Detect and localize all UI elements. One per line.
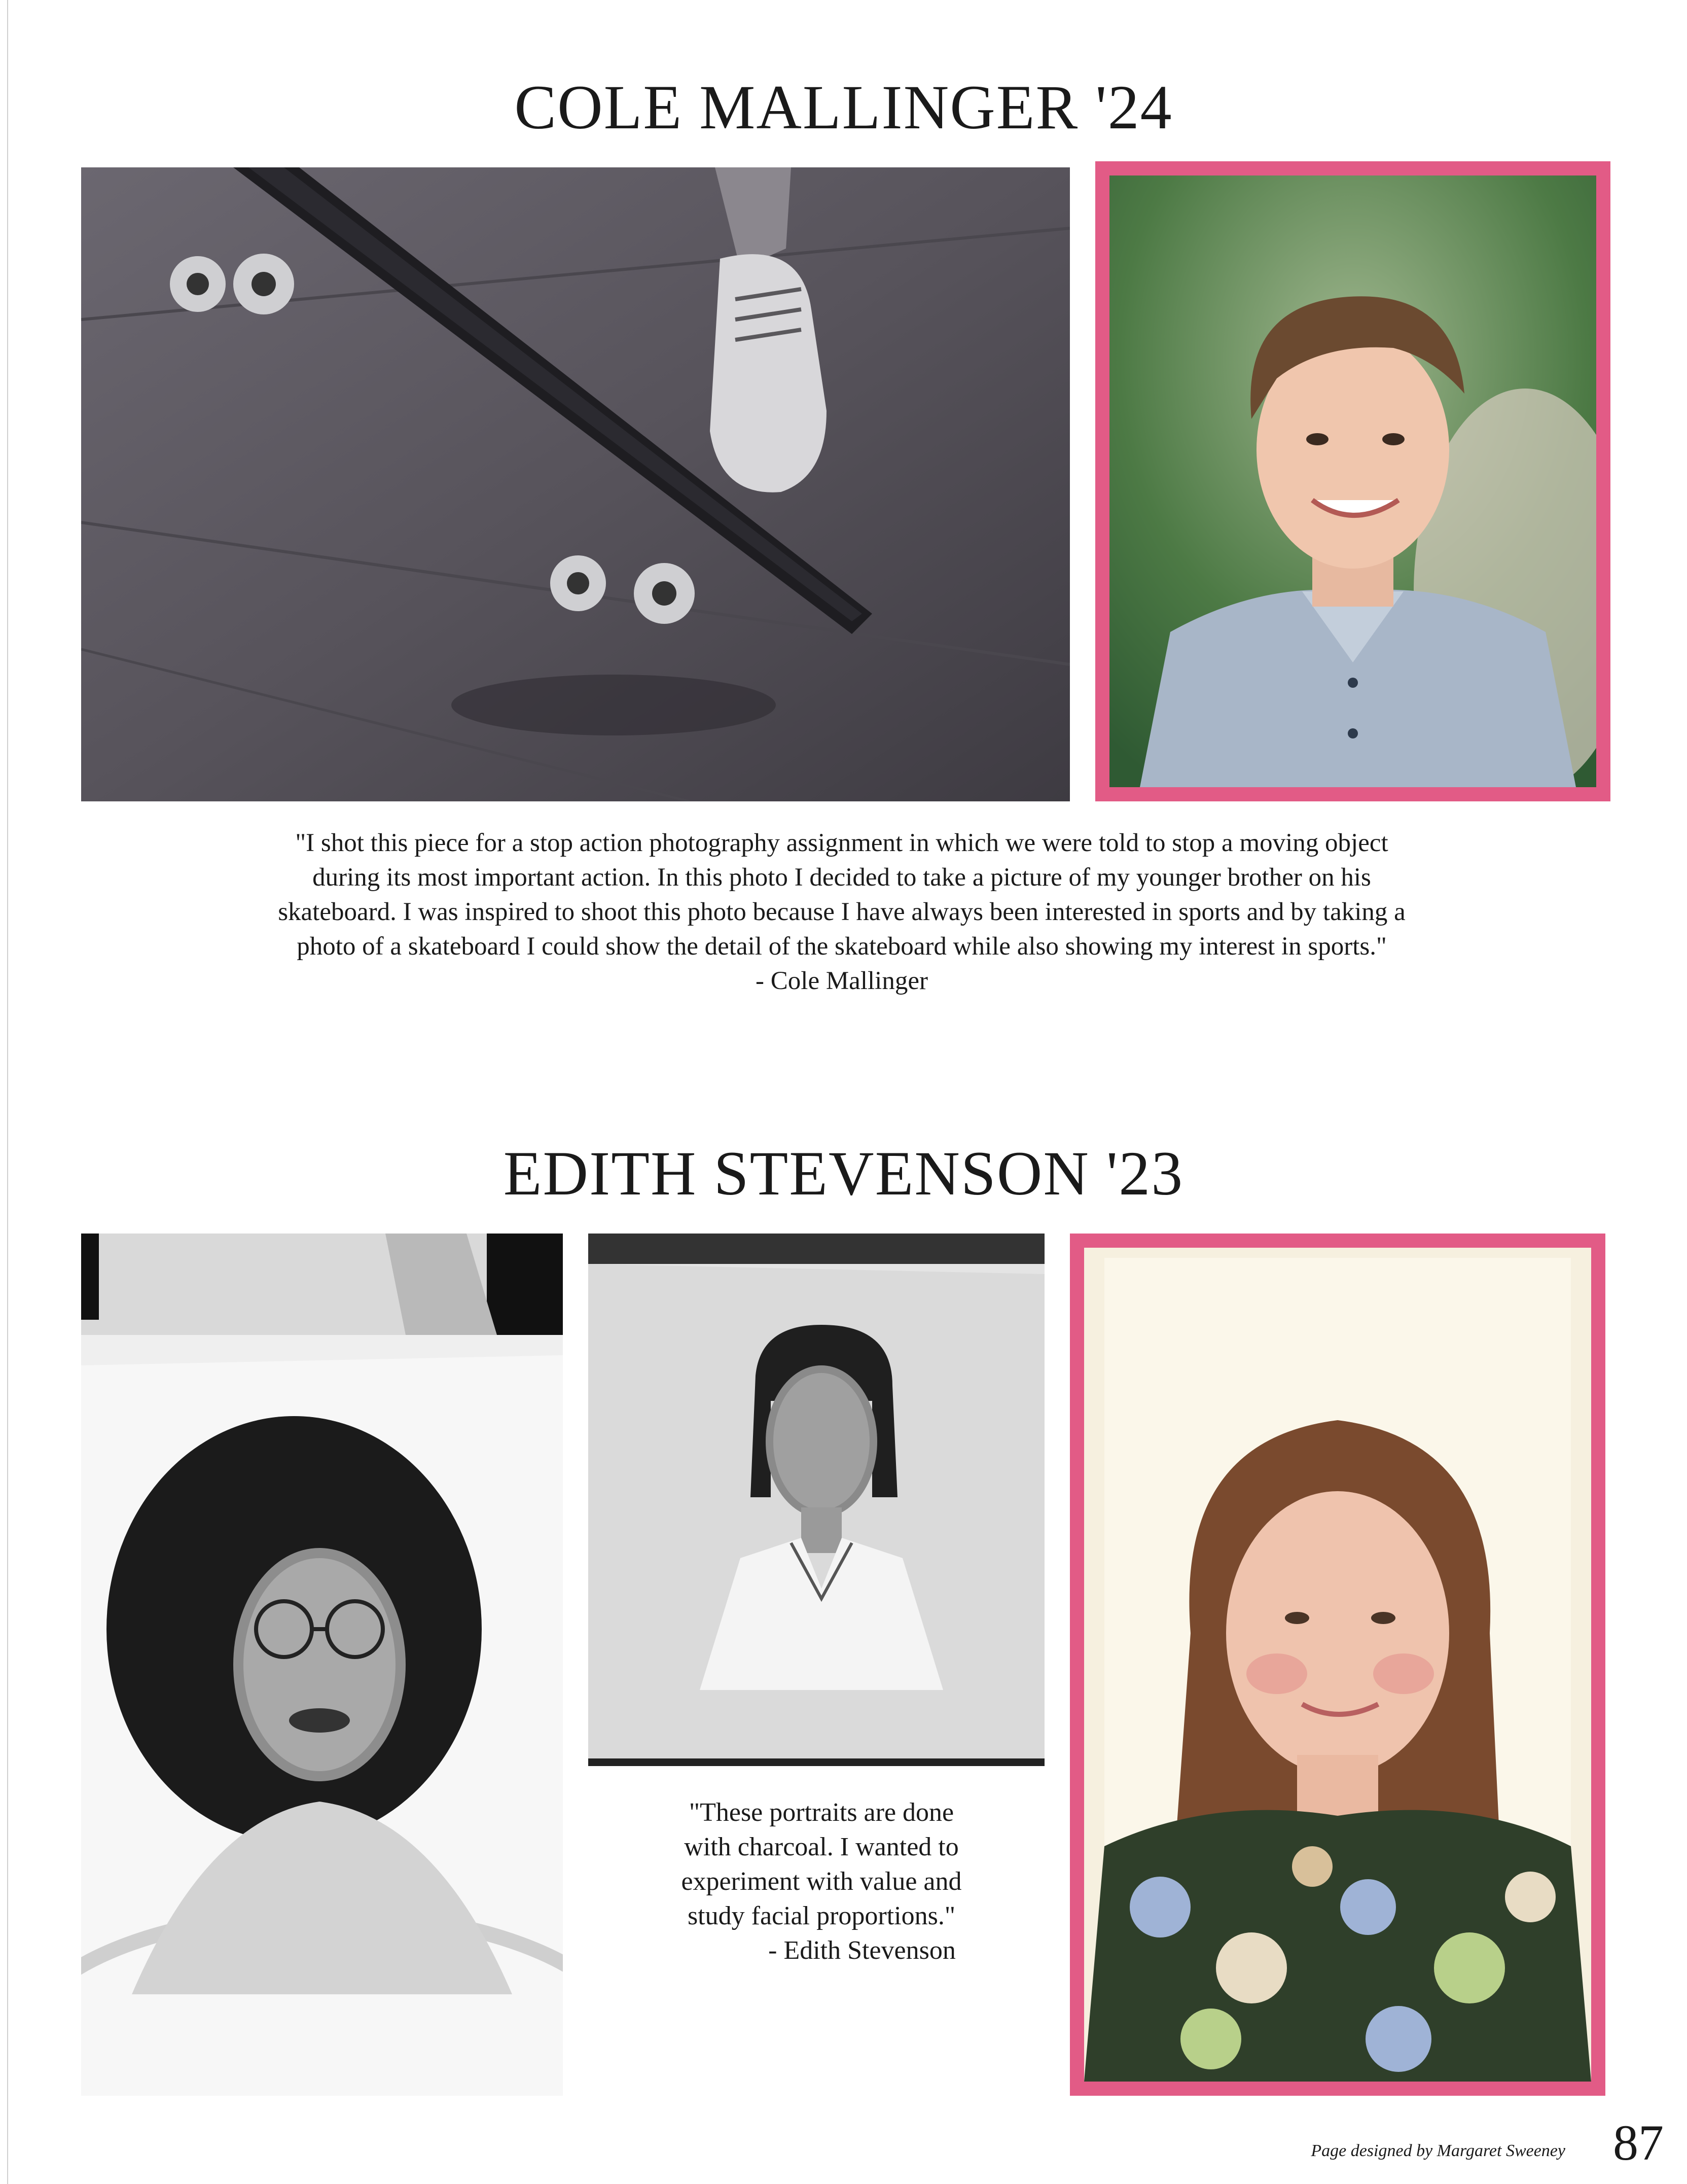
edith-portrait-frame: [1070, 1234, 1605, 2096]
section2-quote-line: "These portraits are done: [689, 1798, 954, 1827]
cole-portrait-photo: [1109, 175, 1596, 787]
section1-quote-line: during its most important action. In this photo I decided to take a picture of my younger brother on his: [312, 863, 1371, 892]
section1-attribution: - Cole Mallinger: [756, 967, 928, 995]
section2-quote-line: with charcoal. I wanted to: [684, 1833, 959, 1861]
section2-quote-line: study facial proportions.": [687, 1901, 956, 1930]
cole-portrait-frame: [1095, 161, 1610, 801]
charcoal-portrait-short-hair: [588, 1234, 1045, 1766]
section2-quote-line: experiment with value and: [681, 1867, 962, 1896]
section1-quote: [81, 826, 1602, 998]
section1-quote-line: photo of a skateboard I could show the detail of the skateboard while also showing my interest in sports.": [297, 932, 1387, 961]
page-credit: Page designed by Margaret Sweeney: [1311, 2141, 1565, 2160]
section2-quote: [624, 1795, 1019, 1968]
section1-heading: COLE MALLINGER '24: [514, 73, 1173, 142]
skateboard-photo: [81, 167, 1070, 801]
page-edge-rule: [7, 0, 8, 2184]
charcoal-portrait-curly-hair: [81, 1234, 563, 2096]
section1-quote-line: "I shot this piece for a stop action photography assignment in which we were told to stop a moving object: [295, 829, 1388, 857]
page-number: 87: [1613, 2115, 1664, 2171]
section2-attribution: - Edith Stevenson: [768, 1936, 956, 1965]
section2-heading: EDITH STEVENSON '23: [503, 1139, 1184, 1208]
edith-portrait-photo: [1084, 1248, 1591, 2082]
section1-quote-line: skateboard. I was inspired to shoot this photo because I have always been interested in sports and by taking a: [278, 898, 1406, 926]
